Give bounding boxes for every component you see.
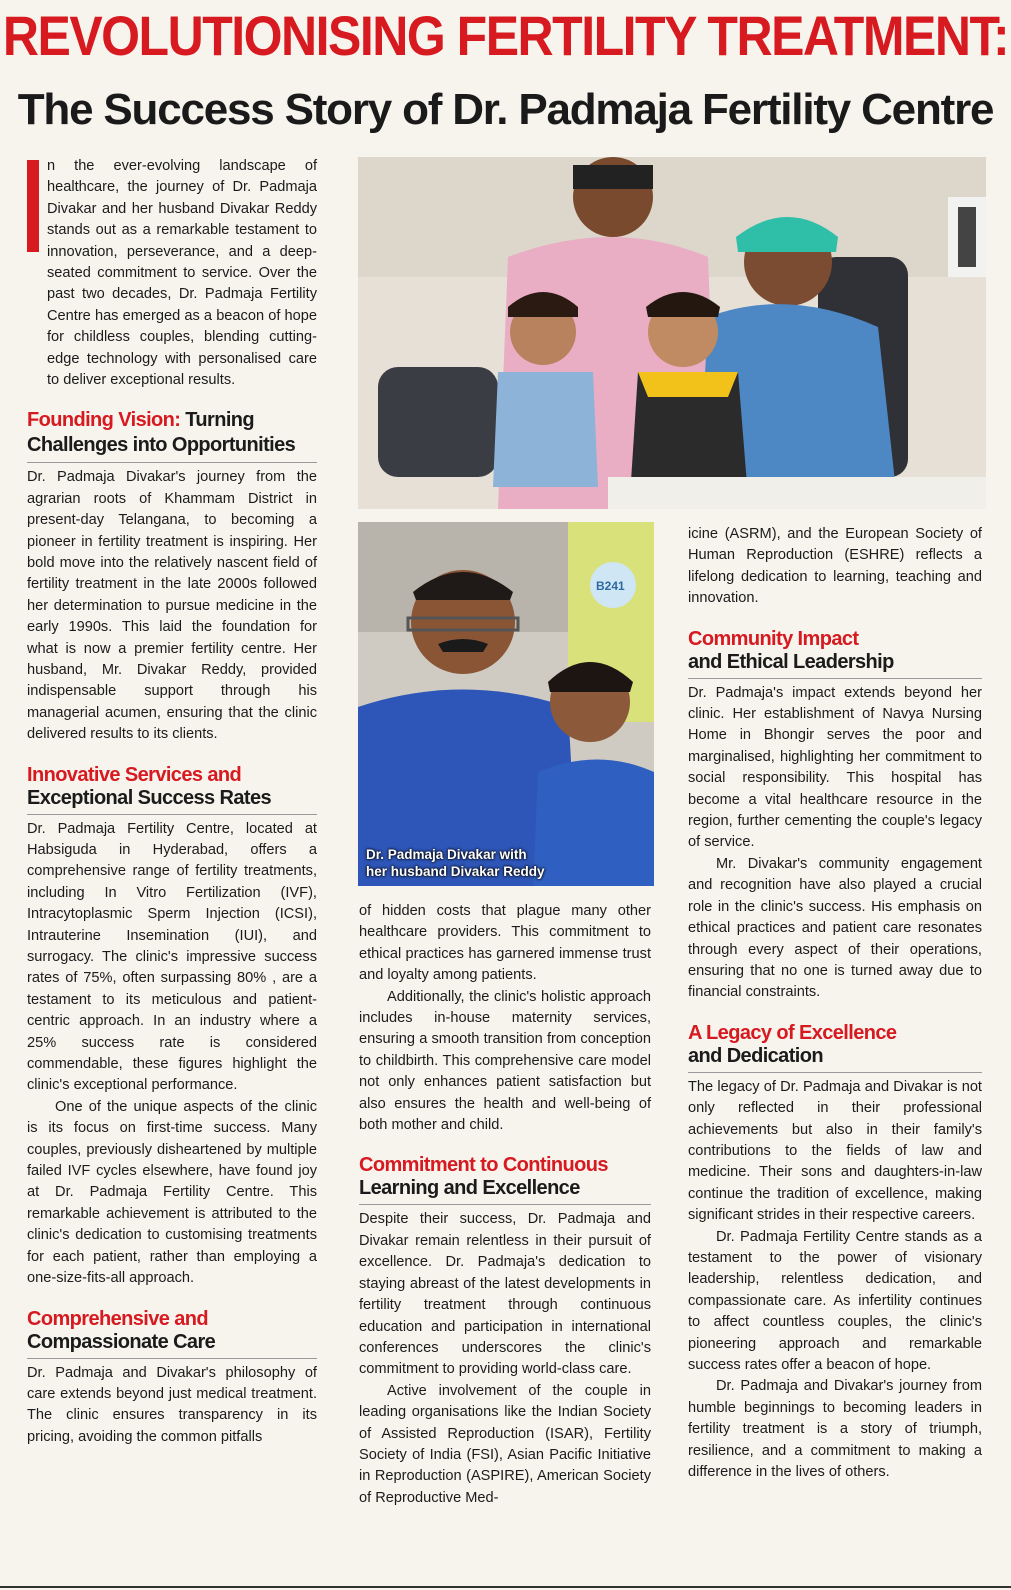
paragraph: Dr. Padmaja's impact extends beyond her clinic. Her establishment of Navya Nursing Home in Bhongir serves the poor and marginalised, highlighting her commitment to social responsibility. This hospital has become a vital healthcare resource in the region, further cementing the couple's legacy of service.: [688, 684, 982, 851]
paragraph: icine (ASRM), and the European Society of Human Reproduction (ESHRE) reflects a lifelong dedication to learning, teaching and innovation.: [688, 526, 982, 607]
portrait-illustration: [358, 522, 654, 886]
section-heading-commitment: [359, 1154, 651, 1205]
heading-black: Turning Challenges into Opportunities: [27, 409, 296, 456]
section-heading-founding: [27, 409, 317, 463]
intro-block: [27, 156, 317, 391]
column-3: [688, 524, 982, 1483]
heading-black: and Dedication: [688, 1044, 823, 1067]
heading-red: Community Impact: [688, 627, 859, 650]
column-2: [359, 901, 651, 1509]
paragraph: The legacy of Dr. Padmaja and Divakar is not only reflected in their professional achievements but also in their family's contributions to the fields of law and medicine. Their sons and daughters-in-law continue the tradition of excellence, making significant strides in their respective careers.: [688, 1078, 982, 1224]
paragraph: Dr. Padmaja and Divakar's philosophy of care extends beyond just medical treatment. The clinic ensures transparency in its pricing, avoiding the common pitfalls: [27, 1364, 317, 1445]
subheadline: The Success Story of Dr. Padmaja Fertility Centre: [17, 85, 994, 134]
photo-illustration: [358, 157, 986, 509]
paragraph: One of the unique aspects of the clinic is its focus on first-time success. Many couples, previously disheartened by multiple failed IVF cycles elsewhere, have found joy at Dr. Padmaja Fertility Centre. This remarkable achievement is attributed to the clinic's dedication to customising treatments for each patient, rather than employing a one-size-fits-all approach.: [27, 1098, 317, 1287]
intro-paragraph: n the ever-evolving landscape of healthcare, the journey of Dr. Padmaja Divakar and her husband Divakar Reddy stands out as a remarkable testament to innovation, perseverance, and a deep-seated commitment to service. Over the past two decades, Dr. Padmaja Fertility Centre has emerged as a beacon of hope for childless couples, blending cutting-edge technology with personalised care to deliver exceptional results.: [47, 158, 317, 389]
heading-black: and Ethical Leadership: [688, 650, 894, 673]
heading-red: A Legacy of Excellence: [688, 1021, 897, 1044]
headline: REVOLUTIONISING FERTILITY TREATMENT:: [2, 4, 1009, 68]
paragraph: Dr. Padmaja Divakar's journey from the agrarian roots of Khammam District in present-day Telangana, to becoming a pioneer in fertility treatment is inspiring. Her bold move into the relatively nascent field of fertility treatment in the late 2000s followed her determination to pursue medicine in the early 1990s. This laid the foundation for what is now a premier fertility centre. Her husband, Mr. Divakar Reddy, provided indispensable support through his managerial acumen, ensuring that the clinic delivered results to its clients.: [27, 469, 317, 743]
paragraph: of hidden costs that plague many other healthcare providers. This commitment to ethical practices has garnered immense trust and loyalty among patients.: [359, 903, 651, 984]
photo-couple-with-children: [358, 157, 986, 509]
photo-caption: [366, 846, 545, 880]
paragraph: Mr. Divakar's community engagement and recognition have also played a crucial role in the clinic's success. His emphasis on ethical practices and patient care resonates through every aspect of their operations, ensuring that no one is turned away due to financial constraints.: [688, 855, 982, 1001]
section-heading-community: [688, 628, 982, 679]
heading-red: Comprehensive and: [27, 1307, 208, 1330]
caption-line: Dr. Padmaja Divakar with: [366, 847, 527, 862]
paragraph: Dr. Padmaja Fertility Centre, located at Habsiguda in Hyderabad, offers a comprehensive range of fertility treatments, including In Vitro Fertilization (IVF), Intracytoplasmic Sperm Injection (ICSI), Intrauterine Insemination (IUI), and surrogacy. The clinic's impressive success rates of 75%, often surpassing 80% , are a testament to its meticulous and patient-centric approach. In an industry where a 25% success rate is considered commendable, these figures highlight the clinic's exceptional performance.: [27, 820, 317, 1094]
heading-red: Innovative Services and: [27, 763, 242, 786]
caption-line: her husband Divakar Reddy: [366, 864, 545, 879]
paragraph: Dr. Padmaja and Divakar's journey from humble beginnings to becoming leaders in fertility treatment is a story of triumph, resilience, and a commitment to making a difference in the lives of others.: [688, 1378, 982, 1481]
bottom-rule: [0, 1586, 1011, 1588]
sign-text: B241: [596, 579, 625, 593]
drop-cap: [27, 160, 39, 252]
section-heading-legacy: [688, 1022, 982, 1073]
paragraph: Additionally, the clinic's holistic approach includes in-house maternity services, ensuring a smooth transition from conception to childbirth. This comprehensive care model not only enhances patient satisfaction but also ensures the health and well-being of both mother and child.: [359, 988, 651, 1134]
photo-couple-portrait: [358, 522, 654, 886]
paragraph: Despite their success, Dr. Padmaja and Divakar remain relentless in their pursuit of excellence. Dr. Padmaja's dedication to staying abreast of the latest developments in fertility treatment through continuous education and participation in international conferences underscores the clinic's commitment to providing world-class care.: [359, 1211, 651, 1378]
heading-black: Exceptional Success Rates: [27, 786, 272, 809]
heading-black: Learning and Excellence: [359, 1177, 580, 1200]
heading-black: Compassionate Care: [27, 1330, 216, 1353]
section-heading-comprehensive: [27, 1308, 317, 1359]
heading-red: Commitment to Continuous: [359, 1154, 608, 1177]
paragraph: Active involvement of the couple in leading organisations like the Indian Society of Assisted Reproduction (ISAR), Fertility Society of India (FSI), Asian Pacific Initiative in Reproduction (ASPIRE), American Society of Reproductive Med-: [359, 1382, 651, 1506]
paragraph: Dr. Padmaja Fertility Centre stands as a testament to the power of visionary leadership, relentless dedication, and compassionate care. As infertility continues to affect countless couples, the clinic's pioneering approach and remarkable success rates offer a beacon of hope.: [688, 1228, 982, 1373]
column-1: [27, 156, 317, 1448]
heading-red: Founding Vision:: [27, 409, 181, 432]
section-heading-innovative: [27, 764, 317, 815]
